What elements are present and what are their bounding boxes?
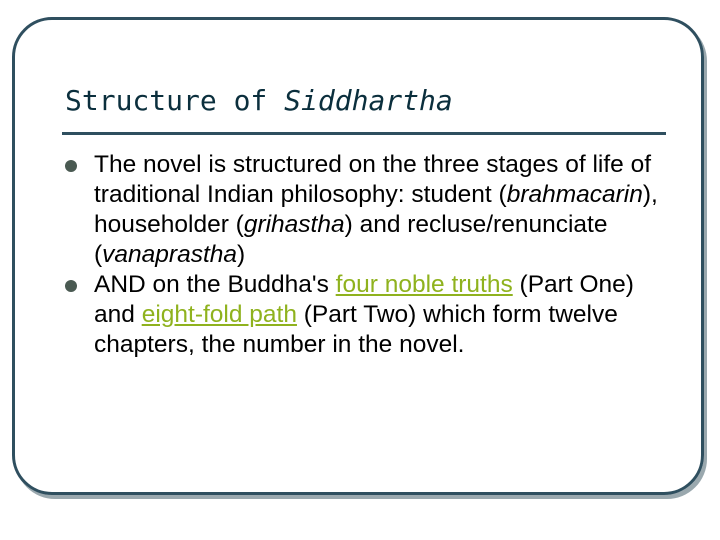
title-divider xyxy=(62,132,666,135)
link-four-noble-truths[interactable]: four noble truths xyxy=(335,271,513,298)
bullet-item-buddha xyxy=(60,270,670,360)
bullet-text: (Part One) and xyxy=(94,271,634,328)
title-italic: Siddhartha xyxy=(284,84,453,117)
term-brahmacarin: brahmacarin xyxy=(506,181,643,208)
bullet-text: ) xyxy=(237,241,246,268)
bullet-text: ), householder ( xyxy=(94,181,658,238)
bullet-list xyxy=(60,150,670,360)
bullet-dot-icon xyxy=(65,160,77,172)
term-grihastha: grihastha xyxy=(243,211,345,238)
bullet-text: The novel is structured on the three stages of life of traditional Indian philosophy: student ( xyxy=(94,151,652,208)
title-prefix: Structure of xyxy=(65,84,285,117)
term-vanaprastha: vanaprastha xyxy=(102,241,238,268)
bullet-text: (Part Two) which form twelve chapters, the number in the novel. xyxy=(94,301,618,358)
bullet-text: ) and recluse/renunciate ( xyxy=(94,211,608,268)
bullet-dot-icon xyxy=(65,280,77,292)
bullet-item-stages xyxy=(60,150,670,270)
bullet-text: AND on the Buddha's xyxy=(94,271,336,298)
link-eight-fold-path[interactable]: eight-fold path xyxy=(141,301,297,328)
slide-title xyxy=(65,84,453,118)
